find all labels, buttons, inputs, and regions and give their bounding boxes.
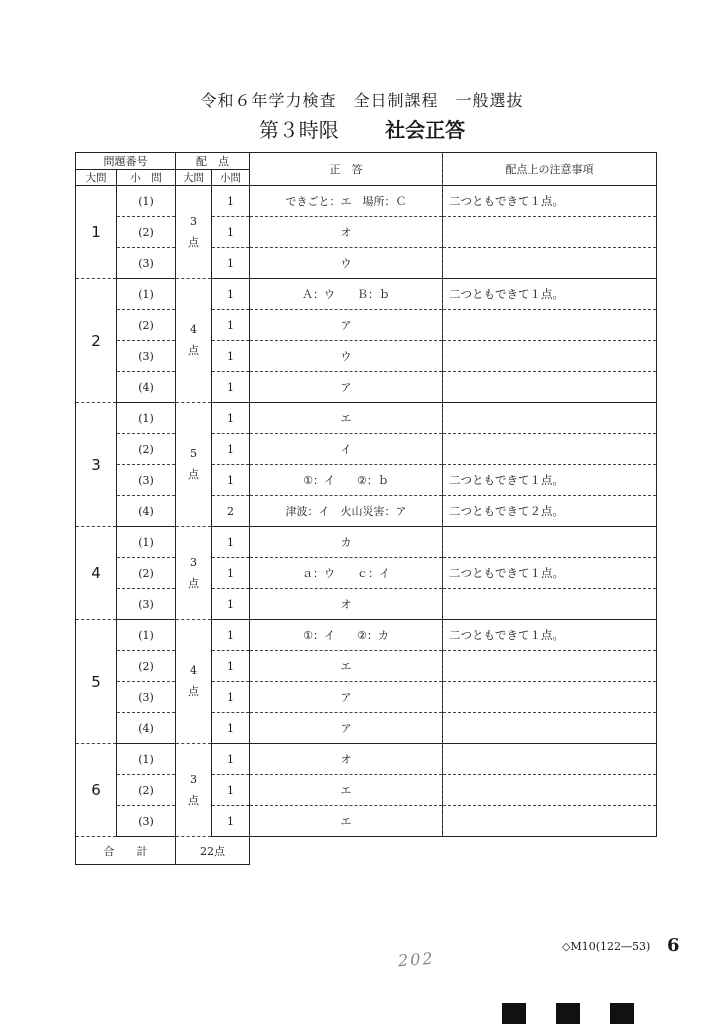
exam-subtitle (0, 114, 724, 143)
scoring-note (443, 310, 657, 341)
table-row (76, 527, 657, 558)
scoring-note (443, 341, 657, 372)
scoring-note: 二つともできて１点。 (443, 558, 657, 589)
scoring-note (443, 372, 657, 403)
points-value: 5 (190, 447, 197, 460)
table-row (76, 651, 657, 682)
table-row (76, 403, 657, 434)
major-question-header: 大問 (76, 170, 117, 186)
scoring-note (443, 775, 657, 806)
minor-question-points: 1 (212, 589, 250, 620)
notes-column-divider (442, 152, 443, 836)
scoring-note (443, 744, 657, 775)
table-row (76, 744, 657, 775)
table-row (76, 310, 657, 341)
minor-question-number: (2) (117, 217, 176, 248)
minor-question-points: 1 (212, 465, 250, 496)
minor-question-number: (1) (117, 403, 176, 434)
total-label: 合 計 (76, 837, 176, 865)
correct-answer: エ (250, 806, 443, 837)
minor-question-number: (2) (117, 310, 176, 341)
scoring-note: 二つともできて１点。 (443, 465, 657, 496)
points-value: 4 (190, 323, 197, 336)
question-number-header: 問題番号 (76, 153, 176, 170)
scoring-note: 二つともできて１点。 (443, 279, 657, 310)
total-value: 22点 (176, 837, 250, 865)
correct-answer: 津波：イ 火山災害：ア (250, 496, 443, 527)
correct-answer: Ａ：ウ Ｂ：ｂ (250, 279, 443, 310)
minor-question-number: (3) (117, 465, 176, 496)
minor-question-points: 1 (212, 434, 250, 465)
minor-question-points: 1 (212, 713, 250, 744)
minor-question-points: 1 (212, 279, 250, 310)
table-row (76, 496, 657, 527)
table-row (76, 248, 657, 279)
scoring-note (443, 651, 657, 682)
minor-question-points: 1 (212, 372, 250, 403)
minor-question-number: (2) (117, 775, 176, 806)
minor-question-points: 1 (212, 744, 250, 775)
table-row (76, 434, 657, 465)
document-code: ◇M10(122―53) (562, 940, 651, 953)
major-question-points (176, 186, 212, 279)
correct-answer: オ (250, 744, 443, 775)
correct-answer: エ (250, 775, 443, 806)
answer-table (75, 152, 657, 865)
points-unit: 点 (188, 793, 199, 807)
points-unit: 点 (188, 235, 199, 249)
total-row (76, 837, 657, 865)
correct-answer: エ (250, 651, 443, 682)
minor-question-number: (1) (117, 620, 176, 651)
minor-question-number: (4) (117, 372, 176, 403)
minor-question-points: 1 (212, 806, 250, 837)
major-question-points (176, 403, 212, 527)
period-label: 第３時限 (258, 118, 339, 142)
correct-answer: イ (250, 434, 443, 465)
scoring-note: 二つともできて２点。 (443, 496, 657, 527)
minor-question-points: 1 (212, 403, 250, 434)
correct-answer: ア (250, 682, 443, 713)
correct-answer: エ (250, 403, 443, 434)
correct-answer: ア (250, 372, 443, 403)
scoring-note (443, 434, 657, 465)
minor-question-header: 小 問 (117, 170, 176, 186)
scoring-note: 二つともできて１点。 (443, 620, 657, 651)
table-row (76, 620, 657, 651)
major-question-number: 5 (76, 620, 117, 744)
minor-question-points: 1 (212, 248, 250, 279)
scoring-note (443, 248, 657, 279)
scoring-note (443, 806, 657, 837)
handwritten-mark: 202 (397, 948, 436, 971)
major-question-number: 6 (76, 744, 117, 837)
minor-question-number: (2) (117, 651, 176, 682)
scoring-note (443, 589, 657, 620)
minor-question-number: (1) (117, 744, 176, 775)
table-row (76, 465, 657, 496)
minor-question-points: 1 (212, 527, 250, 558)
points-value: 3 (190, 555, 197, 569)
table-row (76, 589, 657, 620)
table-row (76, 279, 657, 310)
minor-question-points: 1 (212, 775, 250, 806)
minor-question-number: (1) (117, 527, 176, 558)
scan-registration-mark (610, 1003, 634, 1024)
major-question-number: 1 (76, 186, 117, 279)
table-row (76, 341, 657, 372)
minor-question-number: (3) (117, 341, 176, 372)
scoring-note (443, 713, 657, 744)
minor-question-number: (2) (117, 434, 176, 465)
minor-question-number: (4) (117, 713, 176, 744)
major-question-number: 3 (76, 403, 117, 527)
table-row (76, 372, 657, 403)
answer-header: 正 答 (250, 153, 443, 186)
points-value: 3 (190, 772, 197, 786)
scan-registration-mark (556, 1003, 580, 1024)
minor-question-number: (3) (117, 589, 176, 620)
table-row (76, 682, 657, 713)
minor-question-points: 1 (212, 217, 250, 248)
correct-answer: できごと：エ 場所：Ｃ (250, 186, 443, 217)
minor-question-number: (3) (117, 806, 176, 837)
table-row (76, 713, 657, 744)
scoring-note (443, 527, 657, 558)
minor-question-number: (3) (117, 682, 176, 713)
table-row (76, 217, 657, 248)
exam-title: 令和６年学力検査 全日制課程 一般選抜 (200, 91, 524, 110)
correct-answer: カ (250, 527, 443, 558)
table-row (76, 558, 657, 589)
table-row (76, 186, 657, 217)
major-question-points (176, 279, 212, 403)
correct-answer: ａ：ウ ｃ：イ (250, 558, 443, 589)
scoring-note (443, 217, 657, 248)
correct-answer: ①：イ ②：カ (250, 620, 443, 651)
page-number: 6 (667, 935, 680, 956)
minor-question-points: 1 (212, 651, 250, 682)
points-value: 4 (190, 664, 197, 677)
major-question-number: 4 (76, 527, 117, 620)
correct-answer: ウ (250, 341, 443, 372)
points-unit: 点 (188, 576, 199, 590)
minor-question-number: (1) (117, 186, 176, 217)
minor-question-points: 1 (212, 341, 250, 372)
points-value: 3 (190, 214, 197, 228)
major-question-points (176, 620, 212, 744)
major-question-points (176, 527, 212, 620)
minor-question-points: 1 (212, 682, 250, 713)
points-header: 配 点 (176, 153, 250, 170)
table-row (76, 806, 657, 837)
minor-question-number: (2) (117, 558, 176, 589)
correct-answer: オ (250, 217, 443, 248)
points-unit: 点 (188, 344, 199, 357)
minor-question-number: (3) (117, 248, 176, 279)
table-row (76, 775, 657, 806)
scoring-note (443, 682, 657, 713)
subject-label: 社会正答 (385, 118, 466, 142)
scan-registration-mark (502, 1003, 526, 1024)
major-question-points (176, 744, 212, 837)
minor-question-points: 1 (212, 620, 250, 651)
correct-answer: ア (250, 713, 443, 744)
minor-points-header: 小問 (212, 170, 250, 186)
points-unit: 点 (188, 685, 199, 698)
correct-answer: ①：イ ②：ｂ (250, 465, 443, 496)
minor-question-points: 1 (212, 186, 250, 217)
correct-answer: ア (250, 310, 443, 341)
points-unit: 点 (188, 468, 199, 481)
minor-question-points: 1 (212, 310, 250, 341)
correct-answer: オ (250, 589, 443, 620)
minor-question-points: 2 (212, 496, 250, 527)
major-question-number: 2 (76, 279, 117, 403)
total-row-blank (250, 837, 657, 865)
notes-header: 配点上の注意事項 (443, 153, 657, 186)
correct-answer: ウ (250, 248, 443, 279)
major-points-header: 大問 (176, 170, 212, 186)
scoring-note (443, 403, 657, 434)
scoring-note: 二つともできて１点。 (443, 186, 657, 217)
minor-question-number: (4) (117, 496, 176, 527)
minor-question-number: (1) (117, 279, 176, 310)
minor-question-points: 1 (212, 558, 250, 589)
